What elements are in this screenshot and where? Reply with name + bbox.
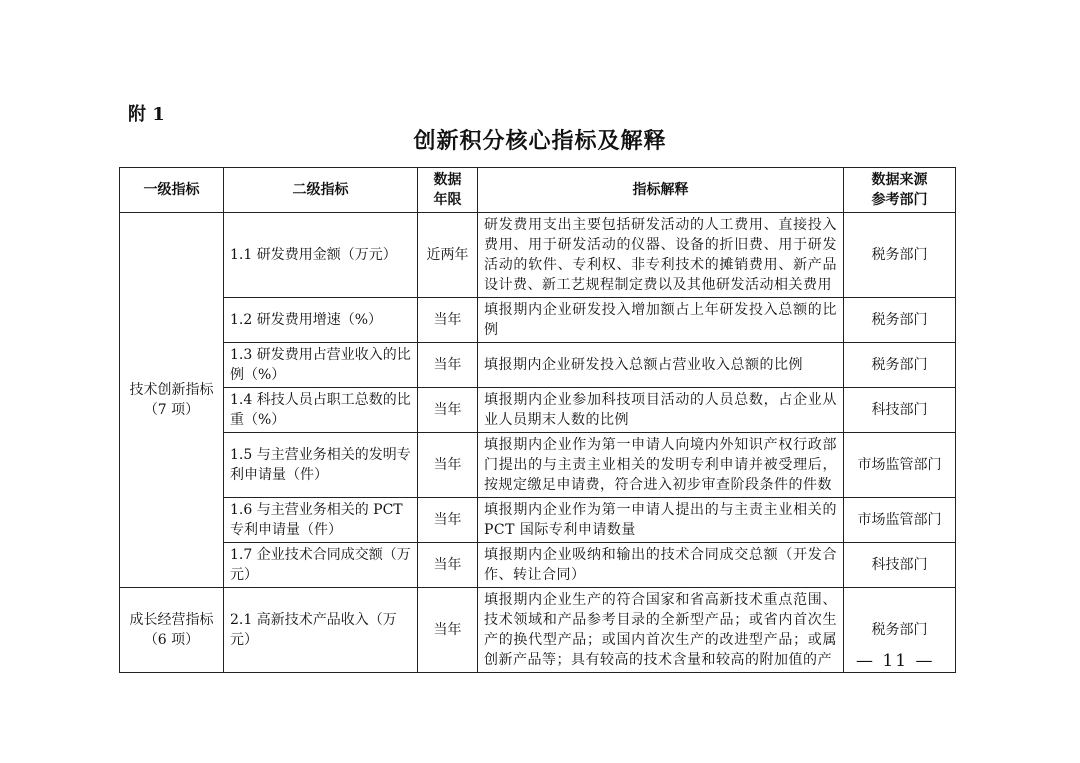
indicator-name: 1.5 与主营业务相关的发明专利申请量（件） xyxy=(224,433,418,498)
header-level2: 二级指标 xyxy=(224,168,418,213)
group-name-cell xyxy=(120,588,224,673)
data-period: 当年 xyxy=(418,388,478,433)
source-department: 科技部门 xyxy=(844,543,956,588)
indicator-name: 1.2 研发费用增速（%） xyxy=(224,298,418,343)
data-period: 当年 xyxy=(418,433,478,498)
indicator-explanation: 填报期内企业吸纳和输出的技术合同成交总额（开发合作、转让合同） xyxy=(478,543,844,588)
data-period: 近两年 xyxy=(418,213,478,298)
document-title: 创新积分核心指标及解释 xyxy=(413,128,667,154)
data-period: 当年 xyxy=(418,588,478,673)
data-period: 当年 xyxy=(418,543,478,588)
indicator-explanation: 填报期内企业生产的符合国家和省高新技术重点范围、技术领域和产品参考目录的全新型产品；或省内首次生产的换代型产品；或国内首次生产的改进型产品；或属创新产品等；具有较高的技术含量和较高的附加值的产 xyxy=(478,588,844,673)
source-department: 税务部门 xyxy=(844,298,956,343)
table-row xyxy=(120,433,956,498)
indicator-explanation: 研发费用支出主要包括研发活动的人工费用、直接投入费用、用于研发活动的仪器、设备的折旧费、用于研发活动的软件、专利权、非专利技术的摊销费用、新产品设计费、新工艺规程制定费以及其他研发活动相关费用 xyxy=(478,213,844,298)
header-period-line2: 年限 xyxy=(433,192,462,208)
indicator-explanation: 填报期内企业作为第一申请人向境内外知识产权行政部门提出的与主责主业相关的发明专利申请并被受理后，按规定缴足申请费，符合进入初步审查阶段条件的件数 xyxy=(478,433,844,498)
header-source-line2: 参考部门 xyxy=(871,192,928,208)
group-count: （6 项） xyxy=(143,632,200,648)
group-name-cell xyxy=(120,213,224,588)
group-count: （7 项） xyxy=(143,402,200,418)
group-name: 技术创新指标 xyxy=(129,382,214,398)
indicator-explanation: 填报期内企业作为第一申请人提出的与主责主业相关的 PCT 国际专利申请数量 xyxy=(478,498,844,543)
table-row xyxy=(120,213,956,298)
indicator-name: 2.1 高新技术产品收入（万元） xyxy=(224,588,418,673)
table-row xyxy=(120,588,956,673)
header-explanation: 指标解释 xyxy=(478,168,844,213)
header-period-line1: 数据 xyxy=(433,172,462,188)
data-period: 当年 xyxy=(418,498,478,543)
source-department: 税务部门 xyxy=(844,213,956,298)
indicator-name: 1.6 与主营业务相关的 PCT 专利申请量（件） xyxy=(224,498,418,543)
data-period: 当年 xyxy=(418,343,478,388)
indicator-name: 1.7 企业技术合同成交额（万元） xyxy=(224,543,418,588)
table-row xyxy=(120,343,956,388)
indicator-name: 1.4 科技人员占职工总数的比重（%） xyxy=(224,388,418,433)
indicator-table xyxy=(119,167,956,673)
source-department: 税务部门 xyxy=(844,588,956,673)
source-department: 税务部门 xyxy=(844,343,956,388)
header-source xyxy=(844,168,956,213)
table-row xyxy=(120,388,956,433)
indicator-name: 1.3 研发费用占营业收入的比例（%） xyxy=(224,343,418,388)
table-row xyxy=(120,498,956,543)
source-department: 科技部门 xyxy=(844,388,956,433)
table-row xyxy=(120,543,956,588)
indicator-name: 1.1 研发费用金额（万元） xyxy=(224,213,418,298)
page-number: — 11 — xyxy=(856,651,935,671)
group-name: 成长经营指标 xyxy=(129,612,214,628)
source-department: 市场监管部门 xyxy=(844,498,956,543)
header-level1: 一级指标 xyxy=(120,168,224,213)
indicator-explanation: 填报期内企业研发投入总额占营业收入总额的比例 xyxy=(478,343,844,388)
header-period xyxy=(418,168,478,213)
indicator-explanation: 填报期内企业研发投入增加额占上年研发投入总额的比例 xyxy=(478,298,844,343)
source-department: 市场监管部门 xyxy=(844,433,956,498)
indicator-explanation: 填报期内企业参加科技项目活动的人员总数，占企业从业人员期末人数的比例 xyxy=(478,388,844,433)
data-period: 当年 xyxy=(418,298,478,343)
annex-label: 附 1 xyxy=(128,104,165,125)
table-header-row xyxy=(120,168,956,213)
header-source-line1: 数据来源 xyxy=(871,172,928,188)
table-row xyxy=(120,298,956,343)
